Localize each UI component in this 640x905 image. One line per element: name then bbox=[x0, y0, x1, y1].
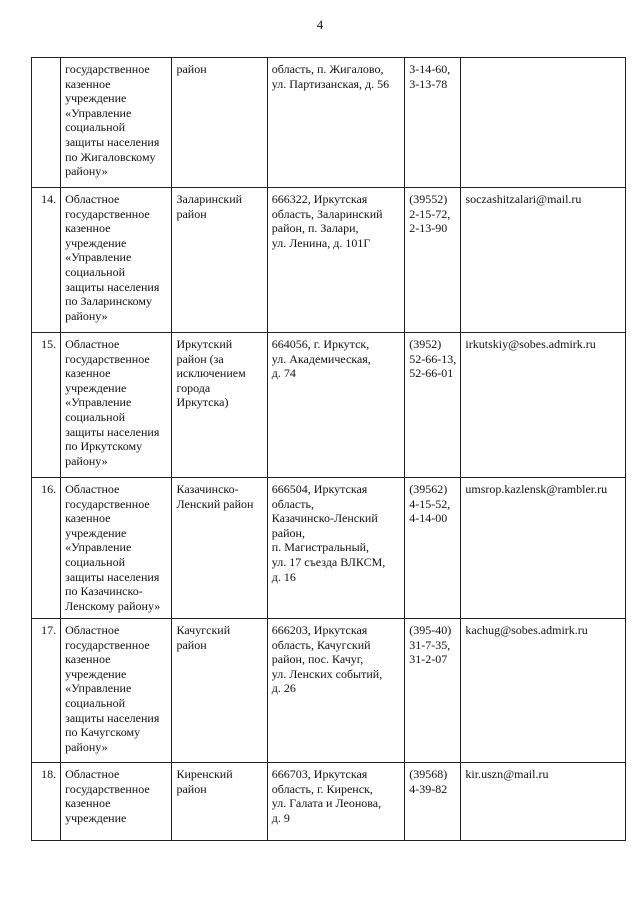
table-row bbox=[32, 58, 626, 188]
district-cell-line: район bbox=[176, 206, 207, 221]
address-cell-line: ул. Галата и Леонова, bbox=[271, 796, 382, 811]
institution-name-line: защиты населения bbox=[65, 134, 160, 149]
table-row bbox=[32, 188, 626, 333]
phone-cell-line: 52-66-13, bbox=[409, 351, 457, 366]
table-row bbox=[32, 763, 626, 841]
address-cell-line: д. 16 bbox=[271, 569, 296, 584]
phone-cell-line: (39562) bbox=[409, 482, 448, 496]
institution-name bbox=[61, 478, 172, 619]
table-row bbox=[32, 478, 626, 619]
institution-name-line: учреждение bbox=[65, 380, 127, 395]
institution-name-line: Областное bbox=[65, 482, 120, 496]
institution-name-line: «Управление bbox=[65, 540, 132, 555]
phone-cell bbox=[405, 478, 461, 619]
institution-name-line: «Управление bbox=[65, 395, 132, 410]
institution-name-line: социальной bbox=[65, 120, 125, 135]
institution-name-line: Ленскому району» bbox=[65, 598, 161, 613]
phone-cell bbox=[405, 763, 461, 841]
district-cell bbox=[172, 333, 267, 478]
table-row bbox=[32, 333, 626, 478]
institution-name-line: «Управление bbox=[65, 681, 132, 696]
institution-name-line: казенное bbox=[65, 366, 111, 381]
phone-cell-line: 31-2-07 bbox=[409, 652, 448, 667]
row-number: 18. bbox=[32, 763, 61, 841]
institution-name-line: социальной bbox=[65, 695, 125, 710]
address-cell-line: область, п. Жигалово, bbox=[271, 62, 384, 76]
address-cell-line: ул. Партизанская, д. 56 bbox=[271, 76, 390, 91]
institution-name-line: району» bbox=[65, 164, 108, 179]
institution-name-line: казенное bbox=[65, 221, 111, 236]
address-cell-line: область, Качугский bbox=[271, 637, 371, 652]
district-cell bbox=[172, 58, 267, 188]
institution-name bbox=[61, 333, 172, 478]
table-body bbox=[32, 58, 626, 841]
institution-name-line: казенное bbox=[65, 796, 111, 811]
district-cell-line: район bbox=[176, 637, 207, 652]
institution-name-line: «Управление bbox=[65, 105, 132, 120]
institution-name-line: защиты населения bbox=[65, 279, 160, 294]
institution-name bbox=[61, 188, 172, 333]
email-cell bbox=[461, 58, 626, 188]
address-cell-line: 666203, Иркутская bbox=[271, 623, 368, 637]
address-cell-line: область, Заларинский bbox=[271, 206, 383, 221]
address-cell-line: 666703, Иркутская bbox=[271, 767, 368, 781]
institution-name-line: защиты населения bbox=[65, 710, 160, 725]
institution-name-line: «Управление bbox=[65, 250, 132, 265]
district-cell-line: Заларинский bbox=[176, 192, 243, 206]
district-cell-line: район bbox=[176, 781, 207, 796]
address-cell bbox=[267, 333, 404, 478]
institution-name-line: защиты населения bbox=[65, 569, 160, 584]
phone-cell-line: 31-7-35, bbox=[409, 637, 451, 652]
district-cell-line: Ленский район bbox=[176, 496, 254, 511]
institution-name-line: Областное bbox=[65, 192, 120, 206]
phone-cell-line: 3-14-60, bbox=[409, 62, 451, 76]
address-cell-line: область, bbox=[271, 496, 314, 511]
address-cell bbox=[267, 619, 404, 763]
address-cell bbox=[267, 58, 404, 188]
phone-cell-line: 2-13-90 bbox=[409, 221, 448, 236]
address-cell-line: район, п. Залари, bbox=[271, 221, 359, 236]
email-cell: irkutskiy@sobes.admirk.ru bbox=[461, 333, 626, 478]
institution-name-line: по Жигаловскому bbox=[65, 149, 156, 164]
institution-name-line: казенное bbox=[65, 652, 111, 667]
phone-cell-line: 4-14-00 bbox=[409, 511, 448, 526]
address-cell-line: ул. Ленских событий, bbox=[271, 666, 383, 681]
email-cell: soczashitzalari@mail.ru bbox=[461, 188, 626, 333]
row-number: 17. bbox=[32, 619, 61, 763]
district-cell-line: Киренский bbox=[176, 767, 233, 781]
address-cell bbox=[267, 478, 404, 619]
institution-name-line: району» bbox=[65, 453, 108, 468]
phone-cell-line: 2-15-72, bbox=[409, 206, 451, 221]
institution-name-line: Областное bbox=[65, 767, 120, 781]
phone-cell-line: (39568) bbox=[409, 767, 448, 781]
institution-name-line: по Качугскому bbox=[65, 725, 141, 740]
address-cell bbox=[267, 763, 404, 841]
phone-cell-line: 4-15-52, bbox=[409, 496, 451, 511]
address-cell-line: область, г. Киренск, bbox=[271, 781, 373, 796]
phone-cell bbox=[405, 619, 461, 763]
district-cell bbox=[172, 478, 267, 619]
institution-name-line: государственное bbox=[65, 781, 150, 796]
phone-cell-line: (395-40) bbox=[409, 623, 452, 637]
address-cell-line: п. Магистральный, bbox=[271, 540, 370, 555]
institution-name-line: учреждение bbox=[65, 235, 127, 250]
institution-name-line: по Иркутскому bbox=[65, 439, 143, 454]
phone-cell bbox=[405, 58, 461, 188]
phone-cell-line: (3952) bbox=[409, 337, 442, 351]
address-cell bbox=[267, 188, 404, 333]
institution-name-line: Областное bbox=[65, 623, 120, 637]
institution-name-line: учреждение bbox=[65, 666, 127, 681]
district-cell-line: Иркутска) bbox=[176, 395, 229, 410]
institutions-table bbox=[31, 57, 626, 841]
institution-name-line: государственное bbox=[65, 351, 150, 366]
institution-name-line: государственное bbox=[65, 62, 150, 76]
district-cell-line: исключением bbox=[176, 366, 246, 381]
email-cell: umsrop.kazlensk@rambler.ru bbox=[461, 478, 626, 619]
address-cell-line: Казачинско-Ленский bbox=[271, 511, 378, 526]
row-number: 16. bbox=[32, 478, 61, 619]
address-cell-line: д. 74 bbox=[271, 366, 296, 381]
institution-name bbox=[61, 619, 172, 763]
institution-name-line: учреждение bbox=[65, 91, 127, 106]
address-cell-line: ул. Академическая, bbox=[271, 351, 371, 366]
institution-name-line: учреждение bbox=[65, 525, 127, 540]
district-cell-line: район (за bbox=[176, 351, 224, 366]
address-cell-line: 664056, г. Иркутск, bbox=[271, 337, 370, 351]
phone-cell bbox=[405, 188, 461, 333]
institution-name-line: по Казачинско- bbox=[65, 584, 143, 599]
phone-cell-line: (39552) bbox=[409, 192, 448, 206]
phone-cell-line: 3-13-78 bbox=[409, 76, 448, 91]
address-cell-line: ул. Ленина, д. 101Г bbox=[271, 235, 371, 250]
address-cell-line: 666504, Иркутская bbox=[271, 482, 368, 496]
institution-name-line: социальной bbox=[65, 554, 125, 569]
email-cell: kachug@sobes.admirk.ru bbox=[461, 619, 626, 763]
institution-name-line: государственное bbox=[65, 496, 150, 511]
row-number: 15. bbox=[32, 333, 61, 478]
district-cell-line: Качугский bbox=[176, 623, 231, 637]
institution-name-line: государственное bbox=[65, 206, 150, 221]
institution-name-line: государственное bbox=[65, 637, 150, 652]
institution-name bbox=[61, 58, 172, 188]
district-cell-line: район bbox=[176, 62, 207, 76]
institution-name-line: Областное bbox=[65, 337, 120, 351]
institution-name-line: казенное bbox=[65, 76, 111, 91]
district-cell-line: города bbox=[176, 380, 211, 395]
address-cell-line: д. 9 bbox=[271, 810, 290, 825]
row-number bbox=[32, 58, 61, 188]
institution-name-line: району» bbox=[65, 308, 108, 323]
institution-name-line: социальной bbox=[65, 409, 125, 424]
address-cell-line: район, bbox=[271, 525, 305, 540]
district-cell bbox=[172, 188, 267, 333]
institution-name-line: по Заларинскому bbox=[65, 294, 153, 309]
page-number: 4 bbox=[316, 17, 324, 32]
institution-name-line: учреждение bbox=[65, 810, 127, 825]
email-cell: kir.uszn@mail.ru bbox=[461, 763, 626, 841]
phone-cell bbox=[405, 333, 461, 478]
address-cell-line: район, пос. Качуг, bbox=[271, 652, 364, 667]
row-number: 14. bbox=[32, 188, 61, 333]
address-cell-line: 666322, Иркутская bbox=[271, 192, 368, 206]
district-cell-line: Иркутский bbox=[176, 337, 233, 351]
phone-cell-line: 4-39-82 bbox=[409, 781, 448, 796]
institution-name-line: защиты населения bbox=[65, 424, 160, 439]
institution-name-line: району» bbox=[65, 739, 108, 754]
district-cell bbox=[172, 619, 267, 763]
district-cell-line: Казачинско- bbox=[176, 482, 239, 496]
table-row bbox=[32, 619, 626, 763]
address-cell-line: д. 26 bbox=[271, 681, 296, 696]
institution-name-line: социальной bbox=[65, 264, 125, 279]
institution-name bbox=[61, 763, 172, 841]
phone-cell-line: 52-66-01 bbox=[409, 366, 454, 381]
address-cell-line: ул. 17 съезда ВЛКСМ, bbox=[271, 554, 386, 569]
district-cell bbox=[172, 763, 267, 841]
institution-name-line: казенное bbox=[65, 511, 111, 526]
